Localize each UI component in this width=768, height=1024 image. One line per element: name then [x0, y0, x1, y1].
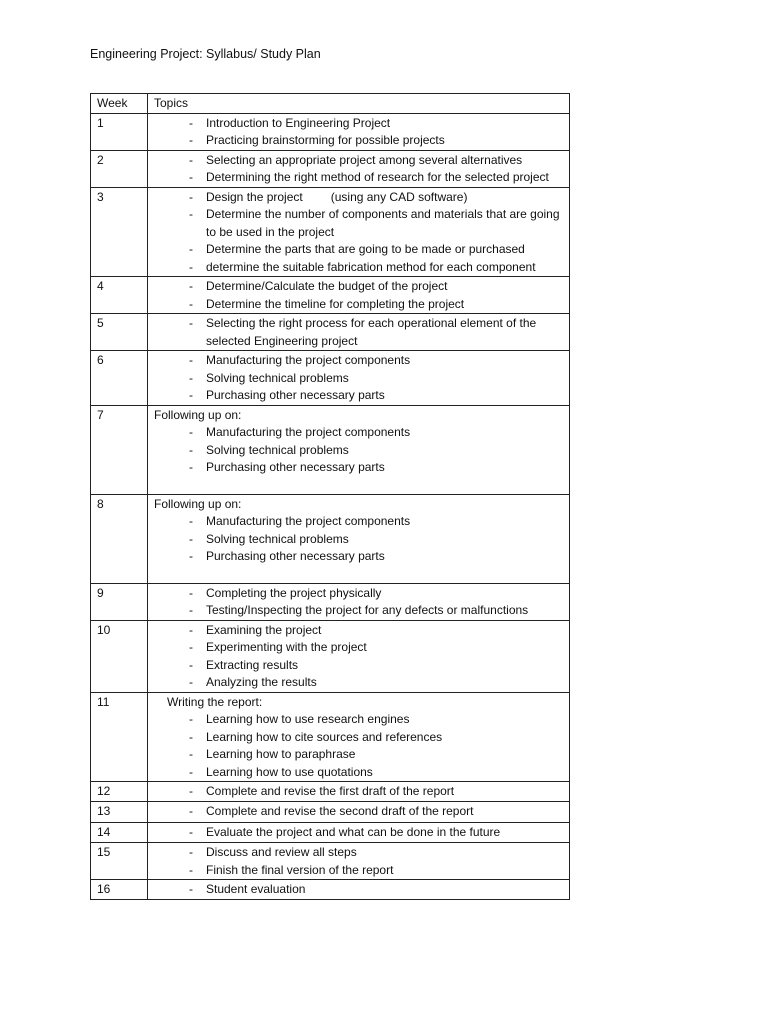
bullet-dash: - — [189, 531, 193, 546]
bullet-dash: - — [189, 460, 193, 474]
topic-text: determine the suitable fabrication method for each component — [206, 259, 536, 274]
week-row — [91, 187, 570, 277]
week-row — [91, 494, 570, 583]
week-number: 2 — [91, 150, 148, 187]
topic-text: Testing/Inspecting the project for any defects or malfunctions — [206, 603, 529, 617]
bullet-dash: - — [189, 207, 193, 221]
bullet-dash: - — [189, 603, 193, 617]
topic-item — [154, 278, 565, 296]
bullet-dash: - — [189, 712, 193, 726]
week-row — [91, 150, 570, 187]
bullet-dash: - — [189, 316, 193, 330]
topic-text: Determine the parts that are going to be made or purchased — [206, 242, 525, 256]
week-number: 6 — [91, 351, 148, 406]
topic-text: Purchasing other necessary parts — [206, 388, 385, 402]
topics-cell — [148, 277, 570, 314]
week-column-header: Week — [91, 94, 148, 114]
topic-item — [154, 657, 565, 675]
bullet-dash: - — [189, 675, 193, 689]
week-row — [91, 880, 570, 900]
bullet-dash: - — [189, 514, 193, 528]
week-number: 12 — [91, 782, 148, 802]
blank-space — [154, 477, 565, 494]
bullet-dash: - — [189, 170, 193, 184]
topic-item — [154, 639, 565, 657]
topic-item — [154, 824, 565, 842]
topic-item — [154, 189, 565, 207]
topics-cell — [148, 782, 570, 802]
topic-text: Practicing brainstorming for possible projects — [206, 133, 445, 147]
topic-text: Selecting an appropriate project among several alternatives — [206, 152, 523, 167]
topic-item — [154, 764, 565, 782]
topic-text: Purchasing other necessary parts — [206, 460, 385, 474]
topics-cell — [148, 620, 570, 692]
topic-item — [154, 746, 565, 764]
topic-intro: Following up on: — [154, 496, 242, 511]
week-number: 7 — [91, 405, 148, 494]
bullet-dash: - — [189, 747, 193, 761]
week-row — [91, 583, 570, 620]
topic-text: Completing the project physically — [206, 585, 382, 600]
topic-item — [154, 259, 565, 277]
bullet-dash: - — [189, 882, 193, 896]
topic-item — [154, 206, 565, 241]
topics-cell — [148, 113, 570, 150]
topic-item — [154, 881, 565, 899]
topics-cell — [148, 823, 570, 843]
bullet-dash: - — [189, 279, 193, 293]
topic-text: Determine the timeline for completing the project — [206, 296, 465, 311]
topic-text: Learning how to cite sources and references — [206, 729, 443, 744]
topic-text: Selecting the right process for each operational element of the selected Engineering project — [206, 316, 537, 348]
topic-item — [154, 531, 565, 549]
week-number: 10 — [91, 620, 148, 692]
bullet-dash: - — [189, 845, 193, 859]
week-row — [91, 405, 570, 494]
week-number: 4 — [91, 277, 148, 314]
week-row — [91, 113, 570, 150]
topic-item — [154, 862, 565, 880]
bullet-dash: - — [189, 764, 193, 779]
topic-item — [154, 844, 565, 862]
bullet-dash: - — [189, 115, 193, 130]
bullet-dash: - — [189, 549, 193, 563]
topic-text: Manufacturing the project components — [206, 425, 411, 439]
topic-text: Student evaluation — [206, 882, 306, 896]
week-number: 13 — [91, 802, 148, 823]
bullet-dash: - — [189, 388, 193, 402]
topic-item — [154, 352, 565, 370]
topic-item — [154, 711, 565, 729]
bullet-dash: - — [189, 370, 193, 385]
topics-cell — [148, 880, 570, 900]
topic-text: Complete and revise the second draft of the report — [206, 804, 474, 818]
week-number: 1 — [91, 113, 148, 150]
topic-text: Manufacturing the project components — [206, 353, 411, 367]
topics-cell — [148, 843, 570, 880]
topic-text: Examining the project — [206, 622, 322, 637]
bullet-dash: - — [189, 189, 193, 204]
topics-cell — [148, 802, 570, 823]
topic-text: Solving technical problems — [206, 370, 349, 385]
topic-item — [154, 424, 565, 442]
topics-cell — [148, 692, 570, 782]
week-row — [91, 351, 570, 406]
topic-item — [154, 115, 565, 133]
topic-text: Learning how to paraphrase — [206, 747, 356, 761]
topics-cell — [148, 314, 570, 351]
bullet-dash: - — [189, 862, 193, 877]
week-row — [91, 692, 570, 782]
topic-intro: Writing the report: — [167, 694, 263, 709]
week-number: 15 — [91, 843, 148, 880]
bullet-dash: - — [189, 152, 193, 167]
topic-item — [154, 169, 565, 187]
table-header-row — [91, 94, 570, 114]
topic-text: Determining the right method of research for the selected project — [206, 170, 549, 184]
bullet-dash: - — [189, 804, 193, 818]
topic-text: Learning how to use research engines — [206, 712, 410, 726]
topic-item — [154, 783, 565, 801]
week-number: 9 — [91, 583, 148, 620]
topics-cell — [148, 583, 570, 620]
study-plan-table — [90, 93, 570, 900]
topic-text: Determine the number of components and materials that are going to be used in the project — [206, 207, 560, 239]
bullet-dash: - — [189, 640, 193, 654]
topic-text: Solving technical problems — [206, 531, 349, 546]
bullet-dash: - — [189, 442, 193, 457]
week-row — [91, 782, 570, 802]
bullet-dash: - — [189, 585, 193, 600]
week-row — [91, 277, 570, 314]
bullet-dash: - — [189, 259, 193, 274]
topic-item — [154, 513, 565, 531]
bullet-dash: - — [189, 296, 193, 311]
topic-text: Experimenting with the project — [206, 640, 367, 654]
week-row — [91, 620, 570, 692]
topic-text: Manufacturing the project components — [206, 514, 411, 528]
week-number: 11 — [91, 692, 148, 782]
topic-item — [154, 602, 565, 620]
bullet-dash: - — [189, 622, 193, 637]
bullet-dash: - — [189, 729, 193, 744]
page-title: Engineering Project: Syllabus/ Study Plan — [90, 47, 321, 61]
topic-item — [154, 803, 565, 821]
week-row — [91, 843, 570, 880]
topic-item — [154, 674, 565, 692]
topic-text: Introduction to Engineering Project — [206, 115, 391, 130]
bullet-dash: - — [189, 353, 193, 367]
week-number: 3 — [91, 187, 148, 277]
topic-text: Discuss and review all steps — [206, 845, 357, 859]
topic-item — [154, 241, 565, 259]
topic-item — [154, 315, 565, 350]
topic-text: Determine/Calculate the budget of the project — [206, 279, 448, 293]
topic-intro: Following up on: — [154, 407, 242, 422]
bullet-dash: - — [189, 784, 193, 798]
topics-column-header: Topics — [148, 94, 570, 114]
blank-space — [154, 566, 565, 583]
bullet-dash: - — [189, 133, 193, 147]
topic-item — [154, 459, 565, 477]
topic-text: Learning how to use quotations — [206, 764, 373, 779]
topic-text: Finish the final version of the report — [206, 862, 394, 877]
topic-text: Design the project — [206, 189, 303, 204]
topic-item — [154, 387, 565, 405]
bullet-dash: - — [189, 825, 193, 839]
topic-item — [154, 729, 565, 747]
bullet-dash: - — [189, 657, 193, 672]
week-number: 16 — [91, 880, 148, 900]
week-row — [91, 802, 570, 823]
topic-text: Solving technical problems — [206, 442, 349, 457]
topic-item — [154, 132, 565, 150]
topics-cell — [148, 150, 570, 187]
topic-text: Analyzing the results — [206, 675, 317, 689]
topics-cell — [148, 405, 570, 494]
topic-text: Purchasing other necessary parts — [206, 549, 385, 563]
week-row — [91, 823, 570, 843]
bullet-dash: - — [189, 425, 193, 439]
topic-item — [154, 442, 565, 460]
topic-item — [154, 296, 565, 314]
topic-text: Complete and revise the first draft of the report — [206, 784, 455, 798]
bullet-dash: - — [189, 242, 193, 256]
topics-cell — [148, 494, 570, 583]
week-number: 14 — [91, 823, 148, 843]
week-number: 5 — [91, 314, 148, 351]
topic-text: Evaluate the project and what can be done in the future — [206, 825, 501, 839]
week-number: 8 — [91, 494, 148, 583]
topic-text: Extracting results — [206, 657, 299, 672]
topic-item — [154, 152, 565, 170]
topic-item — [154, 370, 565, 388]
topic-item — [154, 548, 565, 566]
topic-item — [154, 585, 565, 603]
topic-note: (using any CAD software) — [330, 189, 468, 204]
week-row — [91, 314, 570, 351]
topics-cell — [148, 351, 570, 406]
topic-item — [154, 622, 565, 640]
topics-cell — [148, 187, 570, 277]
